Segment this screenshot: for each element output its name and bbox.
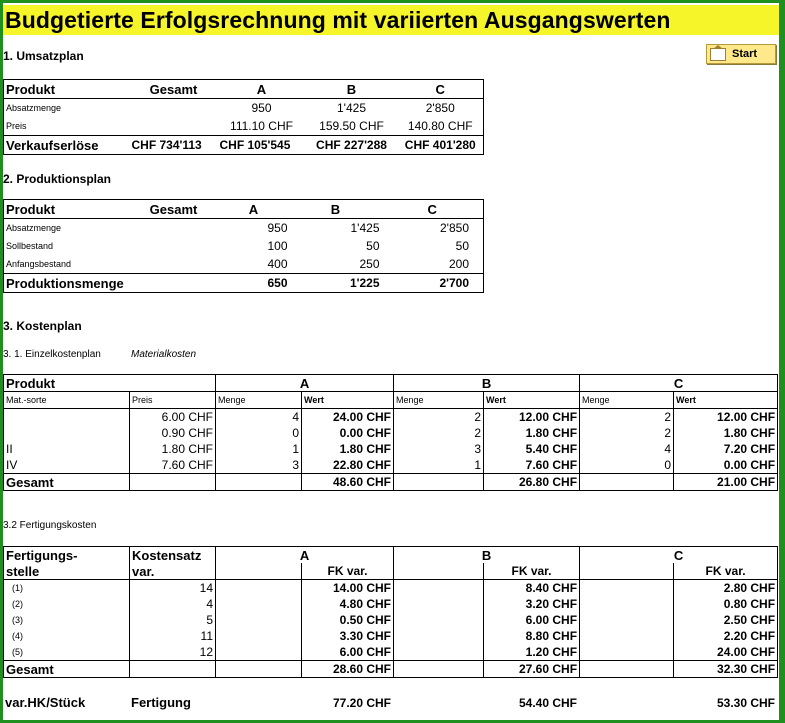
cell — [394, 661, 484, 678]
table-row — [4, 644, 778, 661]
cell: 54.40 CHF — [518, 695, 577, 710]
col-header: Wert — [674, 392, 778, 409]
cell — [580, 474, 674, 491]
cell — [580, 644, 674, 661]
cell: 1'425 — [350, 221, 380, 235]
table-row — [4, 441, 778, 457]
cell: 100 — [267, 239, 288, 253]
cell: 2.80 CHF — [674, 580, 778, 597]
cell: 24.00 CHF — [674, 644, 778, 661]
cell: 0.00 CHF — [674, 457, 778, 474]
cell: 1 — [216, 441, 302, 457]
table-row — [4, 255, 484, 274]
total-row — [4, 274, 484, 293]
cell: 1'225 — [290, 274, 382, 293]
cell: 11 — [130, 628, 216, 644]
cell — [4, 409, 130, 426]
group-header: A — [216, 375, 394, 392]
cell: 27.60 CHF — [484, 661, 580, 678]
cell: 650 — [218, 274, 290, 293]
col-header: var. — [130, 563, 216, 580]
cell: CHF 734'113 — [130, 136, 218, 155]
col-header: Gesamt — [130, 80, 218, 99]
cell — [394, 474, 484, 491]
cell — [580, 661, 674, 678]
cell: 3 — [216, 457, 302, 474]
row-label: Gesamt — [4, 661, 130, 678]
spreadsheet — [3, 3, 779, 720]
col-header: Menge — [216, 392, 302, 409]
cell: 6.00 CHF — [130, 409, 216, 426]
row-label: Produktionsmenge — [4, 274, 130, 293]
table-row — [4, 99, 484, 118]
umsatzplan-table — [3, 79, 484, 155]
table-row — [4, 117, 484, 136]
col-header: Produkt — [4, 200, 130, 219]
cell: 3.30 CHF — [302, 628, 394, 644]
row-label: Verkaufserlöse — [4, 136, 130, 155]
cell — [580, 580, 674, 597]
cell: 5.40 CHF — [484, 441, 580, 457]
cell: 53.30 CHF — [716, 695, 775, 710]
cell: 6.00 CHF — [484, 612, 580, 628]
cell: 950 — [251, 101, 272, 115]
table-row — [4, 596, 778, 612]
cell: 22.80 CHF — [302, 457, 394, 474]
cell — [130, 274, 218, 293]
row-label: Anfangsbestand — [6, 259, 72, 269]
home-icon — [710, 48, 726, 61]
table-row — [4, 409, 778, 426]
cell: 2'700 — [382, 274, 484, 293]
col-header: A — [218, 200, 290, 219]
col-header: FK var. — [484, 563, 580, 580]
col-header: A — [218, 80, 306, 99]
cell: 0 — [216, 425, 302, 441]
cell — [216, 596, 302, 612]
cell — [394, 580, 484, 597]
table-row — [4, 628, 778, 644]
row-label: Sollbestand — [6, 241, 54, 251]
cell: 4 — [580, 441, 674, 457]
group-header: C — [580, 547, 778, 564]
cell: 7.20 CHF — [674, 441, 778, 457]
cell: 1.80 CHF — [484, 425, 580, 441]
cell: 24.00 CHF — [302, 409, 394, 426]
col-header: Produkt — [4, 80, 130, 99]
cell: II — [6, 442, 13, 456]
col-header: Gesamt — [130, 200, 218, 219]
table-subheader-row — [4, 392, 778, 409]
col-header: C — [398, 80, 484, 99]
cell: 2 — [394, 425, 484, 441]
table-row — [4, 219, 484, 238]
row-label: Absatzmenge — [6, 103, 62, 113]
cell: CHF 105'545 — [218, 136, 306, 155]
cell: 3 — [394, 441, 484, 457]
cell — [130, 661, 216, 678]
cell: 77.20 CHF — [332, 695, 391, 710]
row-label: Preis — [6, 121, 27, 131]
start-button-label: Start — [732, 48, 758, 60]
table-header-row — [4, 80, 484, 99]
cell: 1.20 CHF — [484, 644, 580, 661]
cell: 32.30 CHF — [674, 661, 778, 678]
table-row — [4, 425, 778, 441]
group-header: A — [216, 547, 394, 564]
cell: 48.60 CHF — [302, 474, 394, 491]
cell: 2 — [394, 409, 484, 426]
cell: 21.00 CHF — [674, 474, 778, 491]
cell — [130, 99, 218, 118]
cell: (2) — [12, 599, 23, 609]
col-header: Menge — [580, 392, 674, 409]
cell: CHF 227'288 — [306, 136, 398, 155]
cell — [130, 255, 218, 274]
total-row — [4, 136, 484, 155]
table-row — [4, 237, 484, 255]
cell: 4 — [130, 596, 216, 612]
cell: 28.60 CHF — [302, 661, 394, 678]
cell — [580, 612, 674, 628]
col-header: Mat.-sorte — [4, 392, 130, 409]
row-label: var.HK/Stück — [5, 695, 86, 710]
cell — [216, 612, 302, 628]
page-title: Budgetierte Erfolgsrechnung mit variierten Ausgangswerten — [5, 7, 671, 33]
cell: (4) — [12, 631, 23, 641]
cell — [394, 563, 484, 580]
group-header: B — [394, 375, 580, 392]
cell: 7.60 CHF — [130, 457, 216, 474]
cell — [580, 628, 674, 644]
table-row — [4, 612, 778, 628]
col-header: B — [306, 80, 398, 99]
table-row — [4, 457, 778, 474]
table-subheader-row — [4, 563, 778, 580]
cell — [579, 695, 673, 710]
section-umsatzplan-heading: 1. Umsatzplan — [3, 49, 84, 63]
cell: 8.80 CHF — [484, 628, 580, 644]
group-header: B — [394, 547, 580, 564]
cell: 111.10 CHF — [230, 119, 293, 133]
cell: 2.20 CHF — [674, 628, 778, 644]
cell: 26.80 CHF — [484, 474, 580, 491]
col-header: Wert — [302, 392, 394, 409]
table-row — [4, 580, 778, 597]
cell: 400 — [267, 257, 288, 271]
col-header: stelle — [6, 563, 40, 579]
section-produktionsplan-heading: 2. Produktionsplan — [3, 172, 112, 186]
summary-table — [3, 695, 777, 710]
cell — [130, 237, 218, 255]
cell — [130, 474, 216, 491]
cell — [216, 644, 302, 661]
cell: 5 — [130, 612, 216, 628]
row-label: Gesamt — [4, 474, 130, 491]
cell: 2'850 — [425, 101, 455, 115]
cell — [394, 612, 484, 628]
cell — [4, 425, 130, 441]
cell: 50 — [366, 239, 380, 253]
cell: 0.50 CHF — [302, 612, 394, 628]
cell — [394, 596, 484, 612]
cell — [130, 117, 218, 136]
title-banner — [3, 5, 779, 35]
cell: 2.50 CHF — [674, 612, 778, 628]
fertigungskosten-table — [3, 546, 778, 678]
materialkosten-note: Materialkosten — [131, 349, 197, 360]
cell — [394, 644, 484, 661]
cell — [216, 661, 302, 678]
cell: 0 — [580, 457, 674, 474]
cell: 1.80 CHF — [302, 441, 394, 457]
cell — [394, 628, 484, 644]
cell: 8.40 CHF — [484, 580, 580, 597]
col-header: B — [290, 200, 382, 219]
cell: 2'850 — [440, 221, 469, 235]
col-header: Produkt — [6, 375, 56, 391]
total-row — [4, 474, 778, 491]
cell: 200 — [448, 257, 469, 271]
cell — [216, 628, 302, 644]
cell: 50 — [455, 239, 469, 253]
cell: 0.00 CHF — [302, 425, 394, 441]
cell: (3) — [12, 615, 23, 625]
col-header: Preis — [130, 392, 216, 409]
cell — [216, 580, 302, 597]
table-header-row — [4, 547, 778, 564]
cell: 4.80 CHF — [302, 596, 394, 612]
cell: IV — [6, 458, 18, 472]
produktionsplan-table — [3, 199, 484, 293]
col-header: FK var. — [302, 563, 394, 580]
cell: 0.80 CHF — [674, 596, 778, 612]
col-header: Kostensatz — [130, 547, 216, 564]
cell: 12.00 CHF — [484, 409, 580, 426]
cell: 7.60 CHF — [484, 457, 580, 474]
total-row — [4, 661, 778, 678]
cell: 1'425 — [337, 101, 366, 115]
cell: 0.90 CHF — [130, 425, 216, 441]
col-header: FK var. — [674, 563, 778, 580]
fertigungskosten-heading: 3.2 Fertigungskosten — [3, 520, 97, 531]
col-header: Fertigungs- — [6, 547, 78, 563]
cell: 2 — [580, 409, 674, 426]
cell — [130, 219, 218, 238]
table-header-row — [4, 200, 484, 219]
cell: 4 — [216, 409, 302, 426]
start-button[interactable] — [706, 44, 776, 64]
cell: Fertigung — [131, 695, 191, 710]
cell: 6.00 CHF — [302, 644, 394, 661]
summary-row — [3, 695, 777, 710]
row-label: Absatzmenge — [6, 223, 62, 233]
cell: 1.80 CHF — [674, 425, 778, 441]
einzelkostenplan-heading: 3. 1. Einzelkostenplan — [3, 349, 101, 360]
cell: CHF 401'280 — [398, 136, 484, 155]
cell — [216, 474, 302, 491]
cell: 12 — [130, 644, 216, 661]
section-kostenplan-heading: 3. Kostenplan — [3, 319, 82, 333]
cell: 12.00 CHF — [674, 409, 778, 426]
cell: 250 — [359, 257, 380, 271]
cell — [215, 695, 301, 710]
cell: 2 — [580, 425, 674, 441]
col-header: Menge — [394, 392, 484, 409]
cell — [580, 563, 674, 580]
cell: 1 — [394, 457, 484, 474]
col-header: C — [382, 200, 484, 219]
cell: 14.00 CHF — [302, 580, 394, 597]
cell — [216, 563, 302, 580]
cell: 14 — [130, 580, 216, 597]
cell: 1.80 CHF — [130, 441, 216, 457]
cell: (5) — [12, 647, 23, 657]
cell: 140.80 CHF — [407, 119, 473, 133]
col-header: Wert — [484, 392, 580, 409]
group-header: C — [580, 375, 778, 392]
cell — [580, 596, 674, 612]
cell: 950 — [267, 221, 288, 235]
cell: (1) — [4, 580, 130, 597]
einzelkosten-table — [3, 374, 778, 491]
cell: 3.20 CHF — [484, 596, 580, 612]
cell: 159.50 CHF — [319, 119, 384, 133]
table-header-row — [4, 375, 778, 392]
cell — [393, 695, 483, 710]
